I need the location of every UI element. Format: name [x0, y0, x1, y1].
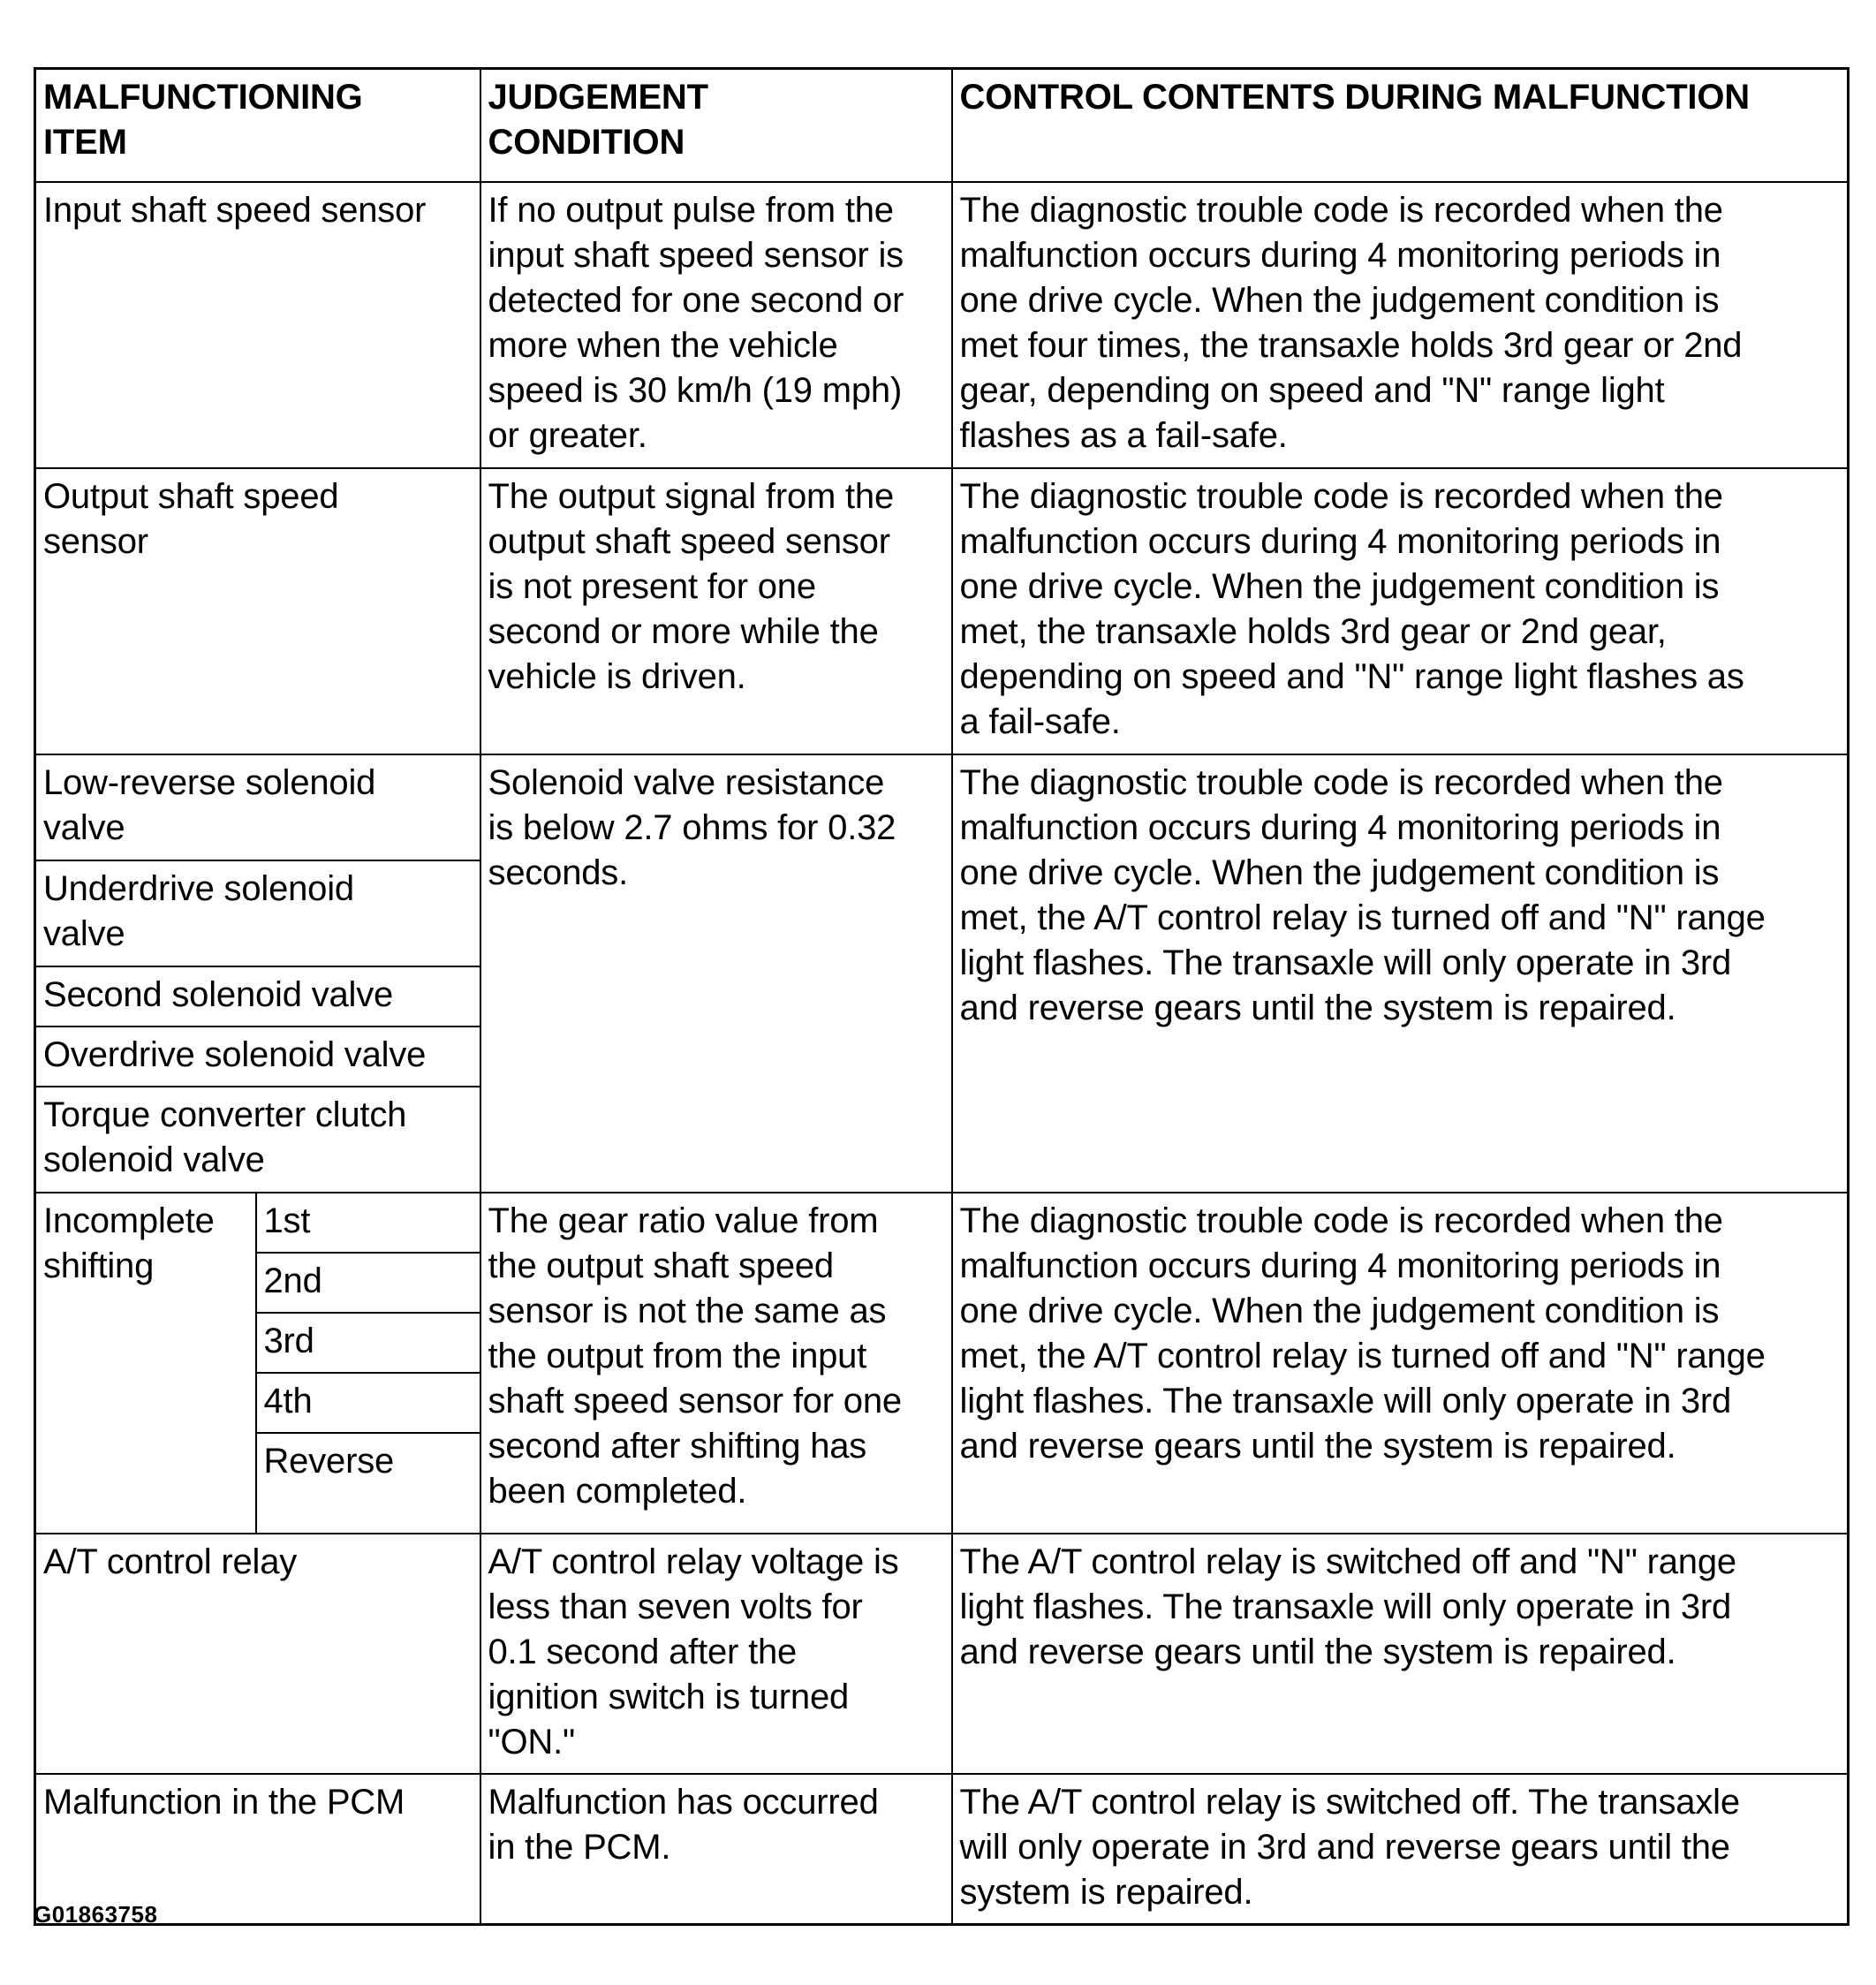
gear-3rd: 3rd — [256, 1313, 480, 1373]
item-low-reverse-solenoid-valve: Low-reverse solenoid valve — [35, 754, 480, 860]
judgement-incomplete-shifting: The gear ratio value from the output shaft speed sensor is not the same as the output from the input shaft speed sensor for one second after shifting has been completed. — [480, 1193, 952, 1534]
judgement-pcm: Malfunction has occurred in the PCM. — [480, 1774, 952, 1925]
table-row-pcm — [35, 1774, 1849, 1925]
figure-id: G01863758 — [34, 1901, 158, 1928]
gear-4th: 4th — [256, 1373, 480, 1433]
control-at-control-relay: The A/T control relay is switched off and "N" range light flashes. The transaxle will only operate in 3rd and reverse gears until the system is repaired. — [952, 1534, 1849, 1774]
judgement-output-shaft: The output signal from the output shaft speed sensor is not present for one second or more while the vehicle is driven. — [480, 468, 952, 754]
header-malfunctioning-item: MALFUNCTIONING ITEM — [35, 69, 480, 183]
malfunction-table — [34, 67, 1850, 1926]
control-output-shaft: The diagnostic trouble code is recorded when the malfunction occurs during 4 monitoring periods in one drive cycle. When the judgement condition is met, the transaxle holds 3rd gear or 2nd gear, depending on speed and "N" range light flashes as a fail-safe. — [952, 468, 1849, 754]
item-malfunction-in-pcm: Malfunction in the PCM — [35, 1774, 480, 1925]
judgement-at-control-relay: A/T control relay voltage is less than seven volts for 0.1 second after the ignition switch is turned "ON." — [480, 1534, 952, 1774]
gear-1st: 1st — [256, 1193, 480, 1253]
item-at-control-relay: A/T control relay — [35, 1534, 480, 1774]
header-row — [35, 69, 1849, 183]
header-judgement-condition: JUDGEMENT CONDITION — [480, 69, 952, 183]
header-control-contents: CONTROL CONTENTS DURING MALFUNCTION — [952, 69, 1849, 183]
table-row-shift-1st — [35, 1193, 1849, 1253]
item-input-shaft-speed-sensor: Input shaft speed sensor — [35, 182, 480, 468]
judgement-solenoids: Solenoid valve resistance is below 2.7 ohms for 0.32 seconds. — [480, 754, 952, 1193]
gear-reverse: Reverse — [256, 1433, 480, 1534]
control-input-shaft: The diagnostic trouble code is recorded when the malfunction occurs during 4 monitoring periods in one drive cycle. When the judgement condition is met four times, the transaxle holds 3rd gear or 2nd gear, depending on speed and "N" range light flashes as a fail-safe. — [952, 182, 1849, 468]
item-overdrive-solenoid-valve: Overdrive solenoid valve — [35, 1027, 480, 1087]
table-row-output-shaft — [35, 468, 1849, 754]
judgement-input-shaft: If no output pulse from the input shaft speed sensor is detected for one second or more when the vehicle speed is 30 km/h (19 mph) or greater. — [480, 182, 952, 468]
gear-2nd: 2nd — [256, 1253, 480, 1313]
item-incomplete-shifting: Incomplete shifting — [35, 1193, 256, 1534]
table-row-input-shaft — [35, 182, 1849, 468]
control-incomplete-shifting: The diagnostic trouble code is recorded when the malfunction occurs during 4 monitoring periods in one drive cycle. When the judgement condition is met, the A/T control relay is turned off and "N" range light flashes. The transaxle will only operate in 3rd and reverse gears until the system is repaired. — [952, 1193, 1849, 1534]
table-row-at-control-relay — [35, 1534, 1849, 1774]
item-torque-converter-clutch-solenoid-valve: Torque converter clutch solenoid valve — [35, 1087, 480, 1193]
item-second-solenoid-valve: Second solenoid valve — [35, 966, 480, 1027]
item-underdrive-solenoid-valve: Underdrive solenoid valve — [35, 860, 480, 966]
control-pcm: The A/T control relay is switched off. The transaxle will only operate in 3rd and reverse gears until the system is repaired. — [952, 1774, 1849, 1925]
item-output-shaft-speed-sensor: Output shaft speed sensor — [35, 468, 480, 754]
control-solenoids: The diagnostic trouble code is recorded when the malfunction occurs during 4 monitoring periods in one drive cycle. When the judgement condition is met, the A/T control relay is turned off and "N" range light flashes. The transaxle will only operate in 3rd and reverse gears until the system is repaired. — [952, 754, 1849, 1193]
table-row-low-reverse-solenoid — [35, 754, 1849, 860]
